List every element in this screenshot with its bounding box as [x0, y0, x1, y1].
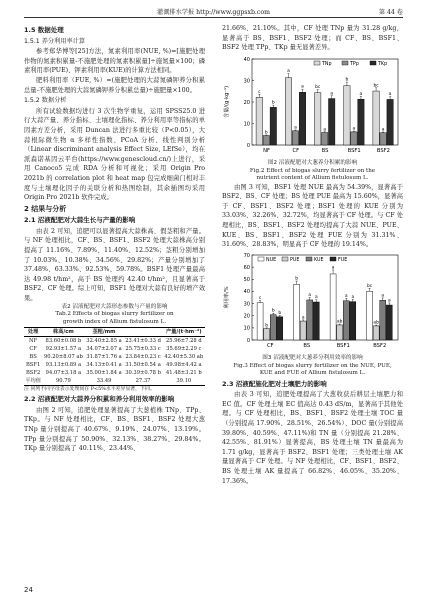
table-cell: BSF2 — [25, 370, 41, 377]
table-cell: 92.93±1.57 a — [45, 346, 82, 353]
significance-letter: b — [271, 100, 275, 106]
legend-swatch — [258, 257, 264, 261]
significance-letter: bc — [373, 83, 379, 89]
paragraph: 参考郑华博等[25]方法，氮素利用率(NUE, %)=[施肥处理作物的氮素积累量-不施肥处理的氮素积累量]÷施氮量×100；磷素利用率(PUE)、钾素利用率(KUE)的计算方法相同。 — [24, 48, 205, 75]
table-header: 茎粗/mm — [85, 328, 124, 337]
significance-letter: a — [381, 127, 385, 133]
paragraph: 由图 2 可知，追肥处理显著提高了大葱植株 TNp、TPp、TKp。与 NF 处理相比，CF、BS、BSF1、BSF2 处理大葱 TNp 量分别提高了 40.67%、9.19%、24.07%、13.19%。TPp 量分别提高了 50.90%、32.13%、38.27%、29.84%。TKp 量分别提高了 40.11%、23.44%、 — [24, 406, 205, 453]
table-cell: 平均值 — [25, 378, 41, 385]
table-cell: 93.13±0.89 a — [45, 362, 82, 369]
y-tick-label: 0 — [246, 142, 250, 149]
significance-letter: a — [314, 294, 318, 300]
figure-caption-cn: 图3 沼液配肥对大葱养分利用效率的影响 — [262, 355, 363, 362]
table-cell: 34.13±0.41 a — [86, 362, 122, 369]
figure-caption-cn: 图2 沼液配肥对大葱养分积累的影响 — [267, 160, 358, 167]
figure-caption-en: KUE and FUE of Allium fistulosum L. — [259, 370, 366, 377]
bar-tpp — [263, 135, 269, 144]
significance-letter: a — [287, 68, 290, 74]
table-cell: 31.50±0.54 a — [125, 362, 161, 369]
table-cell: 32.40±2.85 a — [86, 338, 122, 345]
bar-nue — [294, 284, 300, 340]
y-tick-label: 30 — [243, 301, 250, 308]
paragraph: 肥料利用率（FUE, %）=(施肥处理的大蒜氮磷钾养分积累总量-不施肥处理的大蒜氮磷钾养分积累总量)÷施肥量×100。 — [24, 76, 205, 94]
table-cell: 41.48±3.21 b — [165, 370, 202, 377]
right-column — [222, 24, 403, 486]
legend-label: NUE — [266, 257, 277, 263]
bar-tkp — [358, 99, 364, 145]
significance-letter: a — [308, 292, 312, 298]
significance-letter: c — [258, 295, 262, 301]
section-heading: 1.5 数据处理 — [24, 26, 64, 34]
table-cell: 35.00±1.84 a — [86, 370, 122, 377]
y-tick-label: 30 — [243, 78, 250, 85]
table-cell: 35.69±2.29 c — [166, 346, 202, 353]
table-cell: 90.20±8.07 ab — [44, 354, 83, 361]
table-cell: 27.37 — [123, 377, 162, 386]
bar-nue — [330, 274, 336, 340]
legend-label: TNp — [322, 61, 332, 67]
table-cell: BS — [29, 354, 37, 361]
bar-tpp — [292, 131, 298, 145]
table-cell: 94.07±3.18 a — [45, 370, 82, 377]
table-cell: 90.79 — [42, 377, 84, 386]
table-cell: 31.87±1.76 a — [86, 354, 122, 361]
significance-letter: a — [331, 265, 335, 271]
table-cell: NF — [29, 338, 38, 345]
bar-tkp — [299, 92, 305, 145]
significance-letter: ab — [336, 319, 343, 325]
section-heading: 2 结果与分析 — [24, 204, 67, 213]
table-cell: 39.10 — [163, 377, 205, 386]
figure-3-chart — [222, 250, 403, 352]
y-tick-label: 40 — [243, 56, 250, 63]
bar-tkp — [329, 98, 335, 144]
subsection-heading: 2.2 沼液配肥对大蒜养分积累和养分利用效率的影响 — [24, 395, 175, 404]
table-header: 产量/(t·hm⁻²) — [163, 328, 205, 337]
significance-letter: b — [278, 310, 282, 316]
y-tick-label: 70 — [243, 252, 250, 259]
figure-caption-en: Fig.2 Effect of biogas slurry fertilizer on the — [249, 167, 376, 174]
significance-letter: b — [264, 130, 268, 136]
table-cell: 83.60±0.08 b — [45, 338, 82, 345]
bar-pue — [264, 328, 270, 339]
paragraph: 21.66%、21.10%。其中，CF 处理 TNp 量为 31.28 g/kg，显著高于 BS、BSF1、BSF2 处理；而 CF、BS、BSF1、BSF2 处理 TPp、TKp 量无显著差异。 — [222, 25, 403, 52]
bar-tpp — [351, 132, 357, 145]
bar-tnp — [314, 93, 320, 145]
legend-swatch — [282, 257, 288, 261]
subsection-heading: 1.5.1 养分利用率计算 — [24, 37, 86, 45]
legend-label: FUE — [338, 257, 348, 263]
figure-2-chart — [222, 53, 403, 157]
bar-tpp — [321, 132, 327, 144]
left-column — [24, 24, 205, 454]
legend-swatch — [342, 61, 348, 65]
bar-kue — [343, 301, 349, 340]
table-cell: 23.41±0.33 d — [125, 338, 161, 345]
figure-3 — [222, 250, 403, 356]
table-note: 注 同列不同字母表示处理间在 P<5%水平差异显著，下同。 — [24, 386, 155, 393]
y-tick-label: 20 — [243, 313, 250, 320]
volume-label: 第 44 卷 — [378, 9, 403, 16]
bar-tkp — [270, 107, 276, 145]
x-tick-label: BSF2 — [373, 342, 387, 349]
legend-label: KUE — [314, 257, 324, 263]
bar-fue — [313, 302, 319, 340]
table-cell: 49.98±4.42 a — [166, 362, 202, 369]
table-caption-en: growth index of Allium fistulosum L. — [62, 318, 167, 325]
table-caption-cn: 表2 沼液配肥对大蒜形态参数与产量的影响 — [61, 303, 168, 310]
x-tick-label: BS — [303, 342, 311, 349]
bar-tkp — [387, 99, 393, 145]
bar-kue — [270, 314, 276, 339]
significance-letter: a — [359, 91, 363, 97]
legend-swatch — [330, 257, 336, 261]
table-row — [24, 361, 205, 369]
significance-letter: b — [345, 77, 349, 83]
y-tick-label: 0 — [246, 337, 250, 344]
significance-letter: a — [351, 294, 355, 300]
y-tick-label: 60 — [243, 264, 250, 271]
significance-letter: a — [344, 293, 348, 299]
legend-swatch — [314, 61, 320, 65]
subsection-heading: 1.5.2 数据分析 — [24, 97, 67, 105]
significance-letter: a — [387, 298, 391, 304]
table-header: 株高/cm — [42, 328, 84, 337]
x-tick-label: BSF2 — [376, 147, 390, 154]
bar-tnp — [285, 77, 291, 144]
table-header: 处理 — [24, 328, 42, 337]
legend-label: PUE — [290, 257, 300, 263]
table-caption-en: Tab.2 Effects of biogas slurry fertilizer on — [55, 311, 174, 318]
legend-swatch — [306, 257, 312, 261]
table-cell: 23.84±0.23 c — [125, 354, 161, 361]
bar-tnp — [256, 97, 262, 145]
legend-label: TPp — [350, 61, 359, 67]
table-header — [123, 328, 162, 337]
significance-letter: a — [301, 84, 304, 90]
bar-tnp — [373, 91, 379, 145]
table-cell: 30.39±0.78 b — [125, 370, 161, 377]
bar-kue — [380, 300, 386, 340]
significance-letter: a — [294, 125, 297, 131]
bar-nue — [367, 291, 373, 340]
significance-letter: a — [330, 91, 334, 97]
bar-fue — [277, 317, 283, 340]
bar-tnp — [344, 85, 350, 144]
figure-caption-en: Fig.3 Effect of biogas slurry fertilizer on the NUE, PUE, — [233, 362, 392, 369]
significance-letter: a — [323, 127, 327, 133]
y-tick-label: 50 — [243, 276, 250, 283]
x-tick-label: BSF1 — [336, 342, 350, 349]
x-tick-label: BSF1 — [347, 147, 361, 154]
paragraph: 由图 3 可知，BSF1 处理 NUE 最高为 54.39%，显著高于 BSF2、BS、CF 处理；BS 处理 PUE 最高为 15.60%，显著高于 CF、BSF1、BSF2 处理；BSF1 处理的 KUE 分别为 33.03%、32.26%、32.72%，均显著高于 CF 处理。与 CF 处理相比，BS、BSF1、BSF2 处理均提高了大蒜 NUE、PUE、KUE、BS、BSF1、BSF2 处理 FUE 分别为 31.31%、31.60%、28.83%，明显高于 CF 处理的 19.14%。 — [222, 183, 403, 249]
significance-letter: b — [265, 323, 269, 329]
bar-pue — [300, 321, 306, 340]
paragraph: 由表 3 可知，追肥处理提高了大葱收获后耕层土壤肥力和 EC 值。CF 处理土壤 EC 值高达 0.43 dS/m，显著高于其他处理。与 CF 处理相比，BS、BSF1、BSF2 处理土壤 TOC 量（分别提高 17.90%、28.51%、26.54%）、DOC 量(分别提高 39.80%、40.59%、47.11%)和 TN 量（分别提高 21.28%、42.55%、81.91%）显著提高，BS 处理土壤 TN 量最高为 1.71 g/kg，显著高于 BSF2、BSF1 处理；三类处理土壤 AK 量显著高于 CF 处理。与 NF 处理相比，CF、BSF1、BSF2、BS 处理土壤 AK 量提高了 66.82%、46.05%、35.20%、17.36%。 — [222, 391, 403, 485]
table-cell: 34.07±2.07 a — [86, 346, 122, 353]
x-tick-label: CF — [266, 342, 274, 349]
page-header — [24, 6, 403, 18]
significance-letter: bc — [315, 84, 321, 90]
x-tick-label: CF — [292, 147, 300, 154]
table-row — [24, 345, 205, 353]
y-axis-label: 利用率/% — [224, 286, 230, 309]
page-number: 24 — [24, 586, 33, 594]
bar-fue — [350, 301, 356, 339]
table-body — [24, 337, 205, 386]
x-tick-label: BS — [321, 147, 329, 154]
y-tick-label: 10 — [243, 325, 250, 332]
paragraph: 由表 2 可知，追肥可以显著提高大蒜株高、假茎粗和产量。与 NF 处理相比，CF、BS、BSF1、BSF2 处理大蒜株高分别提高了 11.16%、7.89%、11.40%、12.52%；茎粗分别增加了 10.03%、10.38%、34.56%、29.82%；产量分别增加了 37.48%、63.33%、92.53%、59.78%。BSF1 处理产量最高达 49.98 t/hm²，高于 BS 处理约 42.40 t/hm²，且显著高于 BSF2、CF 处理。综上可知，BSF1 处理对大蒜有良好的增产效果。 — [24, 227, 205, 303]
table-cell: 25.75±0.33 c — [125, 346, 161, 353]
significance-letter: a — [388, 91, 392, 97]
bar-tpp — [380, 133, 386, 145]
significance-letter: bc — [366, 283, 373, 289]
table-cell: 42.40±5.30 ab — [164, 354, 204, 361]
bar-kue — [307, 300, 313, 340]
bar-nue — [257, 302, 263, 339]
subsection-heading: 2.1 沼液配肥对大蒜生长与产量的影响 — [24, 216, 136, 225]
table-row — [24, 337, 205, 346]
bar-fue — [386, 305, 392, 340]
y-tick-label: 10 — [243, 121, 250, 128]
x-tick-label: NF — [263, 147, 271, 154]
significance-letter: b — [271, 308, 275, 314]
y-tick-label: 20 — [243, 99, 250, 106]
significance-letter: a — [352, 126, 356, 132]
data-table — [24, 327, 205, 386]
figure-2 — [222, 53, 403, 161]
y-axis-label: 含量/(g·kg⁻¹) — [224, 85, 230, 118]
significance-letter: ab — [373, 320, 379, 326]
legend-label: TKp — [378, 61, 388, 67]
table-row — [24, 369, 205, 377]
bar-pue — [373, 326, 379, 340]
significance-letter: b — [295, 276, 298, 282]
legend-swatch — [370, 61, 376, 65]
table-row — [24, 377, 205, 386]
significance-letter: a — [381, 293, 385, 299]
subsection-heading: 2.3 沼液配施化肥对土壤肥力的影响 — [222, 379, 327, 388]
significance-letter: a — [301, 315, 305, 321]
table-row — [24, 353, 205, 361]
paragraph: 所有试验数据均进行 3 次生物学重复，运用 SPSS25.0 进行大蒜产量、养分指标、土壤理化指标、养分利用率等指标的单因素方差分析，采用 Duncan 法进行多重比较（P<0.05），大蒜根际微生物 α 多样性指数、PCoA 分析、线性判别分析（Linear discriminant analysis Effect Size, LEfSe），均在派森诺基因云平台(https://www.genescloud.cn/)上进行，采用 Canoco5 完成 RDA 分析和可视化；采用 Origin Pro 2021b 的 correlation plot 和 heat map 包完成细菌门相对丰度与土壤理化因子的关联分析和热图绘制，其余插图均采用 Origin Pro 2021b 软件完成。 — [24, 107, 205, 202]
significance-letter: c — [258, 89, 261, 95]
bar-pue — [337, 325, 343, 340]
table-cell: 33.49 — [85, 377, 124, 386]
figure-caption-en: nutrient content of Allium fistulosum L. — [256, 175, 369, 182]
table-cell: 25.96±7.28 d — [165, 338, 202, 345]
table-cell: CF — [29, 346, 37, 353]
y-tick-label: 40 — [243, 288, 250, 295]
journal-name: 灌溉排水学报 http://www.ggpsxb.com — [157, 9, 270, 16]
table-cell: BSF1 — [25, 362, 41, 369]
